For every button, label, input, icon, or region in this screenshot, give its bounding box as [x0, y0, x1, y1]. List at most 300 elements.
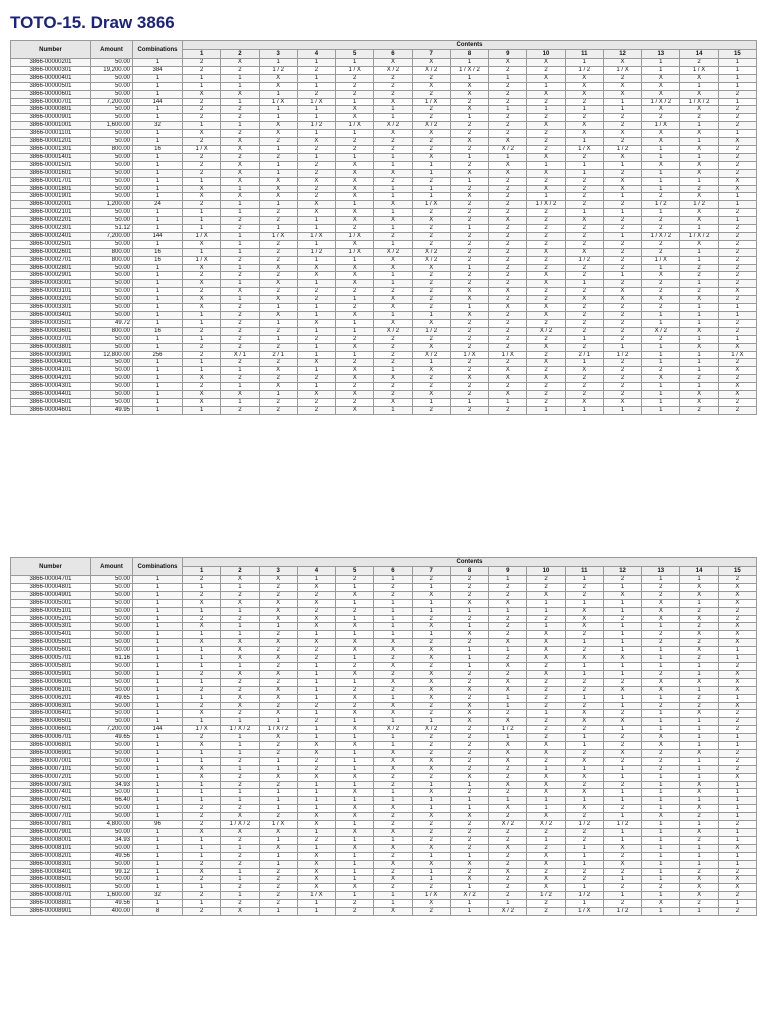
match-prediction: 1 / X / 2	[221, 821, 259, 829]
match-prediction: 2	[183, 892, 221, 900]
ticket-amount: 50.00	[91, 153, 133, 161]
match-prediction: 2	[183, 821, 221, 829]
table-row	[11, 836, 757, 844]
match-prediction: X	[374, 639, 412, 647]
ticket-number: 3866-00003201	[11, 296, 91, 304]
ticket-amount: 51.12	[91, 225, 133, 233]
match-prediction: 1	[259, 59, 297, 67]
match-prediction: 1 / X	[336, 66, 374, 74]
ticket-number: 3866-00005501	[11, 639, 91, 647]
match-prediction: 2	[642, 670, 680, 678]
match-prediction: 2	[450, 122, 488, 130]
match-prediction: 1	[259, 757, 297, 765]
match-prediction: 2	[412, 829, 450, 837]
match-prediction: 1	[374, 892, 412, 900]
match-prediction: 1	[259, 718, 297, 726]
match-prediction: 2	[183, 114, 221, 122]
match-prediction: 2	[603, 742, 641, 750]
match-prediction: 1	[642, 844, 680, 852]
match-prediction: 1	[565, 860, 603, 868]
match-prediction: X	[642, 607, 680, 615]
match-prediction: 1 / 2	[603, 908, 641, 916]
ticket-number: 3866-00004601	[11, 406, 91, 414]
ticket-combinations: 1	[133, 868, 183, 876]
match-prediction: 2	[527, 686, 565, 694]
match-prediction: 2	[489, 114, 527, 122]
match-prediction: X	[183, 193, 221, 201]
match-prediction: 1 / X	[297, 232, 335, 240]
match-prediction: X	[680, 789, 718, 797]
match-prediction: 1 / 2	[565, 821, 603, 829]
match-prediction: 1	[259, 114, 297, 122]
match-prediction: 2	[565, 702, 603, 710]
match-prediction: 2	[718, 169, 756, 177]
match-prediction: X	[680, 805, 718, 813]
match-prediction: X	[680, 884, 718, 892]
match-prediction: 2	[183, 288, 221, 296]
match-prediction: 1	[297, 686, 335, 694]
match-prediction: 1	[565, 662, 603, 670]
match-prediction: 1	[718, 797, 756, 805]
table-row	[11, 272, 757, 280]
match-prediction: 2	[221, 375, 259, 383]
table-row	[11, 169, 757, 177]
match-prediction: 2	[489, 248, 527, 256]
match-prediction: 2	[297, 161, 335, 169]
match-prediction: 1 / 2	[642, 201, 680, 209]
ticket-amount: 50.00	[91, 114, 133, 122]
match-prediction: 2	[603, 256, 641, 264]
match-prediction: 1	[565, 797, 603, 805]
match-prediction: 2	[221, 678, 259, 686]
match-prediction: 1	[680, 280, 718, 288]
match-prediction: 1	[450, 398, 488, 406]
match-prediction: X	[718, 185, 756, 193]
match-prediction: 2	[259, 900, 297, 908]
match-prediction: 2	[450, 406, 488, 414]
ticket-amount: 49.95	[91, 406, 133, 414]
match-prediction: 2	[450, 327, 488, 335]
match-prediction: 1	[680, 821, 718, 829]
match-prediction: 1	[565, 161, 603, 169]
match-prediction: 1	[183, 607, 221, 615]
match-prediction: 1	[718, 655, 756, 663]
match-prediction: X / 2	[489, 908, 527, 916]
ticket-number: 3866-00002901	[11, 272, 91, 280]
table-row	[11, 821, 757, 829]
match-prediction: 1	[259, 90, 297, 98]
match-prediction: 2	[565, 813, 603, 821]
ticket-amount: 12,800.00	[91, 351, 133, 359]
ticket-amount: 50.00	[91, 161, 133, 169]
match-prediction: 2	[221, 591, 259, 599]
match-prediction: X	[680, 217, 718, 225]
match-prediction: 1	[412, 631, 450, 639]
match-prediction: X	[374, 375, 412, 383]
match-prediction: 2	[259, 813, 297, 821]
match-prediction: 2	[412, 375, 450, 383]
match-prediction: X	[489, 749, 527, 757]
match-prediction: 2	[642, 288, 680, 296]
match-prediction: 2	[374, 82, 412, 90]
match-prediction: 1	[642, 789, 680, 797]
match-prediction: 1	[450, 655, 488, 663]
match-prediction: 2	[603, 615, 641, 623]
match-prediction: X	[221, 138, 259, 146]
table-row	[11, 655, 757, 663]
ticket-combinations: 144	[133, 232, 183, 240]
ticket-number: 3866-00000801	[11, 106, 91, 114]
match-prediction: 1	[183, 225, 221, 233]
match-prediction: 2	[221, 686, 259, 694]
match-prediction: 2	[374, 177, 412, 185]
match-prediction: 2	[489, 193, 527, 201]
table-row	[11, 599, 757, 607]
match-prediction: X	[297, 319, 335, 327]
match-prediction: 1 / X / 2	[259, 726, 297, 734]
ticket-combinations: 1	[133, 59, 183, 67]
ticket-combinations: 1	[133, 631, 183, 639]
match-prediction: X	[183, 240, 221, 248]
match-prediction: X	[718, 702, 756, 710]
match-prediction: 2	[489, 710, 527, 718]
ticket-amount: 50.00	[91, 217, 133, 225]
match-prediction: 2	[336, 686, 374, 694]
match-prediction: X	[374, 201, 412, 209]
match-prediction: 2	[718, 710, 756, 718]
match-prediction: X	[221, 702, 259, 710]
match-prediction: 1	[603, 670, 641, 678]
match-prediction: 2	[527, 296, 565, 304]
match-prediction: 2	[221, 327, 259, 335]
match-prediction: X / 2	[374, 122, 412, 130]
ticket-number: 3866-00004401	[11, 391, 91, 399]
match-prediction: X	[642, 272, 680, 280]
match-prediction: 2	[489, 82, 527, 90]
ticket-number: 3866-00000201	[11, 59, 91, 67]
match-prediction: X	[642, 161, 680, 169]
match-prediction: X	[489, 686, 527, 694]
match-prediction: X	[374, 256, 412, 264]
match-prediction: X	[259, 264, 297, 272]
match-prediction: 2	[603, 201, 641, 209]
match-prediction: 1	[527, 710, 565, 718]
ticket-combinations: 1	[133, 319, 183, 327]
match-prediction: 2	[718, 868, 756, 876]
match-column-header: 14	[680, 567, 718, 576]
match-prediction: 1	[450, 884, 488, 892]
ticket-combinations: 1	[133, 177, 183, 185]
match-prediction: 1	[297, 225, 335, 233]
match-prediction: 1 / X	[642, 256, 680, 264]
match-prediction: 2	[680, 639, 718, 647]
match-prediction: 1	[489, 106, 527, 114]
ticket-combinations: 384	[133, 66, 183, 74]
match-column-header: 4	[297, 567, 335, 576]
match-prediction: X	[527, 272, 565, 280]
match-prediction: 2	[183, 813, 221, 821]
match-prediction: 2	[412, 145, 450, 153]
match-prediction: X	[450, 876, 488, 884]
ticket-number: 3866-00006701	[11, 734, 91, 742]
match-prediction: X	[221, 193, 259, 201]
ticket-amount: 19,200.00	[91, 66, 133, 74]
match-prediction: X	[450, 193, 488, 201]
ticket-combinations: 1	[133, 583, 183, 591]
match-prediction: 1	[680, 248, 718, 256]
match-prediction: 2	[718, 892, 756, 900]
ticket-number: 3866-00002101	[11, 209, 91, 217]
match-prediction: 2	[336, 82, 374, 90]
match-prediction: 1	[221, 631, 259, 639]
match-prediction: 1	[642, 710, 680, 718]
match-prediction: 1	[259, 908, 297, 916]
match-prediction: 1	[642, 398, 680, 406]
match-prediction: 1 / X / 2	[221, 726, 259, 734]
ticket-combinations: 1	[133, 670, 183, 678]
match-prediction: 1	[718, 335, 756, 343]
ticket-combinations: 1	[133, 74, 183, 82]
table-row	[11, 765, 757, 773]
match-prediction: X	[221, 391, 259, 399]
ticket-combinations: 1	[133, 335, 183, 343]
match-prediction: X	[680, 710, 718, 718]
match-prediction: 2	[412, 280, 450, 288]
match-prediction: 1	[297, 327, 335, 335]
match-prediction: 1	[680, 304, 718, 312]
match-prediction: X	[603, 177, 641, 185]
match-prediction: 1	[680, 734, 718, 742]
match-prediction: 2	[489, 90, 527, 98]
match-prediction: 2	[489, 319, 527, 327]
match-prediction: 2	[489, 343, 527, 351]
match-prediction: X	[489, 805, 527, 813]
match-prediction: 1	[336, 201, 374, 209]
match-prediction: X	[527, 343, 565, 351]
match-prediction: 2	[374, 383, 412, 391]
match-prediction: X	[221, 694, 259, 702]
ticket-amount: 50.00	[91, 90, 133, 98]
match-prediction: 2	[336, 383, 374, 391]
match-prediction: 2	[603, 304, 641, 312]
ticket-amount: 49.56	[91, 852, 133, 860]
match-prediction: 1	[374, 240, 412, 248]
match-prediction: X	[527, 185, 565, 193]
match-prediction: 2	[565, 829, 603, 837]
ticket-amount: 7,200.00	[91, 98, 133, 106]
match-prediction: 1	[565, 138, 603, 146]
match-prediction: 1	[221, 844, 259, 852]
ticket-number: 3866-00007001	[11, 757, 91, 765]
match-prediction: X	[565, 90, 603, 98]
match-prediction: 2	[565, 647, 603, 655]
match-prediction: 2	[374, 335, 412, 343]
match-prediction: 2	[450, 639, 488, 647]
match-prediction: 2	[221, 114, 259, 122]
match-prediction: X	[336, 272, 374, 280]
match-prediction: 2	[259, 631, 297, 639]
match-prediction: 2	[565, 876, 603, 884]
ticket-combinations: 1	[133, 343, 183, 351]
match-prediction: X / 2	[374, 726, 412, 734]
match-prediction: 1	[374, 576, 412, 584]
ticket-amount: 50.00	[91, 789, 133, 797]
match-prediction: 2	[450, 765, 488, 773]
match-prediction: 2	[297, 647, 335, 655]
match-prediction: 2	[527, 908, 565, 916]
ticket-amount: 50.00	[91, 583, 133, 591]
ticket-amount: 7,200.00	[91, 232, 133, 240]
match-prediction: 1	[259, 106, 297, 114]
match-prediction: X	[680, 892, 718, 900]
match-prediction: 2	[565, 312, 603, 320]
match-prediction: 2	[603, 757, 641, 765]
match-prediction: 2	[450, 232, 488, 240]
match-prediction: 1	[297, 367, 335, 375]
ticket-number: 3866-00001501	[11, 161, 91, 169]
match-prediction: 2	[259, 327, 297, 335]
match-prediction: 2	[336, 145, 374, 153]
ticket-number: 3866-00002601	[11, 248, 91, 256]
match-prediction: X	[680, 240, 718, 248]
match-prediction: 2	[221, 130, 259, 138]
table-row	[11, 607, 757, 615]
match-prediction: 1	[297, 797, 335, 805]
match-prediction: X	[374, 844, 412, 852]
match-prediction: X	[489, 367, 527, 375]
match-prediction: 2	[297, 288, 335, 296]
match-prediction: 2	[489, 177, 527, 185]
match-prediction: 2	[680, 264, 718, 272]
match-prediction: 2	[718, 209, 756, 217]
match-prediction: 1	[221, 583, 259, 591]
match-prediction: 2	[489, 860, 527, 868]
match-prediction: 2	[412, 639, 450, 647]
match-prediction: 1	[221, 734, 259, 742]
match-prediction: 1	[565, 694, 603, 702]
match-prediction: X	[489, 59, 527, 67]
match-prediction: X	[183, 280, 221, 288]
match-prediction: 2	[603, 884, 641, 892]
match-prediction: X	[603, 655, 641, 663]
match-prediction: 1	[374, 607, 412, 615]
match-prediction: 1	[374, 623, 412, 631]
match-prediction: 1	[642, 876, 680, 884]
match-prediction: 1	[603, 789, 641, 797]
ticket-combinations: 1	[133, 193, 183, 201]
match-prediction: X	[450, 169, 488, 177]
match-prediction: 2	[565, 98, 603, 106]
match-prediction: X	[489, 161, 527, 169]
match-prediction: 2	[642, 367, 680, 375]
match-prediction: 1	[565, 335, 603, 343]
ticket-amount: 50.00	[91, 773, 133, 781]
match-prediction: 1	[183, 836, 221, 844]
match-prediction: 2	[527, 383, 565, 391]
ticket-combinations: 8	[133, 908, 183, 916]
ticket-number: 3866-00002801	[11, 264, 91, 272]
match-prediction: X / 2	[527, 327, 565, 335]
table-row	[11, 773, 757, 781]
match-prediction: 2	[718, 821, 756, 829]
table-row	[11, 678, 757, 686]
table-row	[11, 225, 757, 233]
match-prediction: 2	[259, 138, 297, 146]
match-prediction: X	[450, 288, 488, 296]
match-prediction: 1	[718, 59, 756, 67]
ticket-combinations: 1	[133, 130, 183, 138]
match-prediction: 1 / X / 2	[450, 66, 488, 74]
match-prediction: 1	[183, 789, 221, 797]
match-prediction: X	[489, 639, 527, 647]
match-prediction: 2	[450, 678, 488, 686]
match-prediction: 2	[603, 327, 641, 335]
match-prediction: 1	[565, 852, 603, 860]
match-prediction: 1	[680, 726, 718, 734]
match-prediction: X	[297, 639, 335, 647]
ticket-combinations: 1	[133, 662, 183, 670]
match-prediction: X	[412, 343, 450, 351]
ticket-number: 3866-00000901	[11, 114, 91, 122]
table-row	[11, 232, 757, 240]
match-prediction: 2	[489, 836, 527, 844]
match-prediction: 2	[718, 359, 756, 367]
ticket-amount: 49.72	[91, 319, 133, 327]
match-prediction: X	[680, 90, 718, 98]
match-prediction: X	[297, 209, 335, 217]
match-prediction: 1	[680, 852, 718, 860]
match-prediction: 2	[565, 153, 603, 161]
match-prediction: 1	[183, 797, 221, 805]
ticket-amount: 50.00	[91, 138, 133, 146]
match-prediction: X	[183, 829, 221, 837]
match-prediction: X	[565, 296, 603, 304]
match-column-header: 9	[489, 50, 527, 59]
match-prediction: 2	[680, 272, 718, 280]
match-prediction: 1	[450, 304, 488, 312]
match-prediction: 1	[642, 852, 680, 860]
match-prediction: X	[680, 169, 718, 177]
ticket-combinations: 1	[133, 375, 183, 383]
match-prediction: 1	[297, 805, 335, 813]
match-prediction: 1	[297, 114, 335, 122]
match-prediction: X	[336, 391, 374, 399]
match-prediction: 2	[221, 860, 259, 868]
match-prediction: 2	[642, 591, 680, 599]
match-prediction: 2	[603, 576, 641, 584]
match-prediction: 2	[680, 288, 718, 296]
match-prediction: X	[259, 844, 297, 852]
ticket-combinations: 1	[133, 406, 183, 414]
match-prediction: 2	[297, 607, 335, 615]
match-prediction: X	[642, 900, 680, 908]
ticket-amount: 50.00	[91, 375, 133, 383]
match-prediction: 2	[718, 749, 756, 757]
match-prediction: 1 / X	[565, 908, 603, 916]
match-prediction: 2	[489, 829, 527, 837]
match-prediction: 1	[565, 406, 603, 414]
ticket-number: 3866-00000401	[11, 74, 91, 82]
match-prediction: X	[680, 296, 718, 304]
match-prediction: X	[603, 686, 641, 694]
match-prediction: 1	[680, 844, 718, 852]
table-row	[11, 106, 757, 114]
match-prediction: 2	[565, 240, 603, 248]
match-prediction: 1	[259, 852, 297, 860]
match-prediction: 1	[718, 647, 756, 655]
match-prediction: 2	[489, 789, 527, 797]
match-prediction: X	[221, 161, 259, 169]
